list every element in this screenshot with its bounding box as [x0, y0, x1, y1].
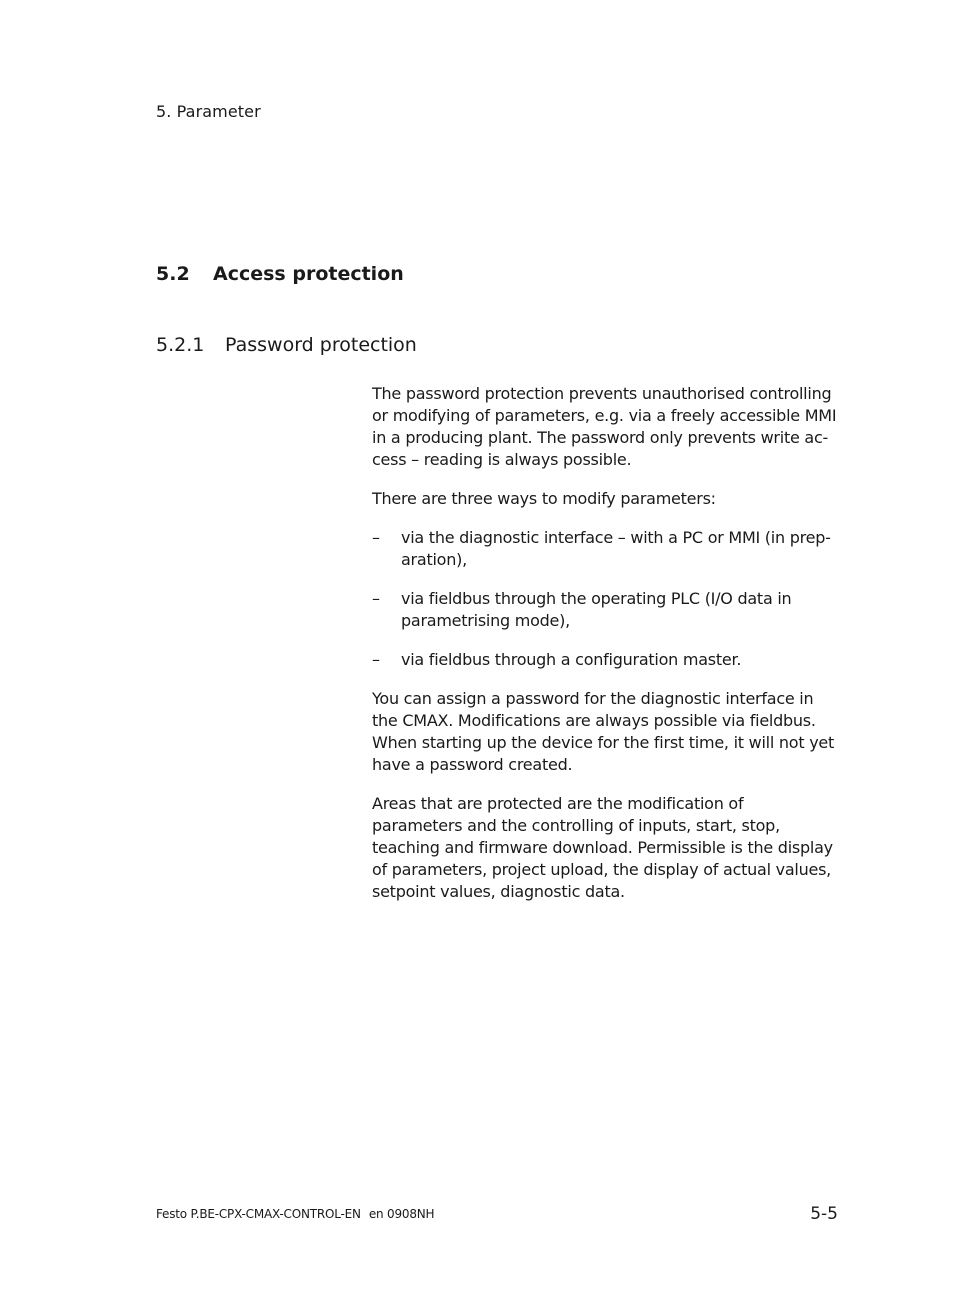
list-dash: – — [372, 589, 380, 608]
list-item — [372, 527, 838, 571]
paragraph-protected-areas: Areas that are protected are the modification of parameters and the controlling of inputs, start, stop, teaching and firmware download. Permissible is the display of parameters, project upload, the display of actual values, setpoint values, diagnostic data. — [372, 794, 833, 901]
list-item-text: via fieldbus through a configuration master. — [401, 650, 742, 669]
list-dash: – — [372, 650, 380, 669]
section-title: Access protection — [213, 263, 404, 285]
ways-list — [372, 527, 838, 671]
body-text — [372, 383, 838, 920]
subsection-heading — [156, 334, 417, 356]
list-item — [372, 649, 838, 671]
section-heading — [156, 263, 404, 285]
section-number: 5.2 — [156, 263, 190, 285]
list-item-text: via fieldbus through the operating PLC (I/O data in parametrising mode), — [401, 589, 792, 630]
paragraph-intro: The password protection prevents unauthorised controlling or modifying of parameters, e.g. via a freely accessible MMI in a producing plant. The password only prevents write access – reading is always possible. — [372, 384, 837, 469]
paragraph-password-assign: You can assign a password for the diagnostic interface in the CMAX. Modifications are always possible via fieldbus. When starting up the device for the first time, it will not yet have a password created. — [372, 689, 835, 774]
list-item — [372, 588, 838, 632]
footer-edition: en 0908NH — [368, 1207, 435, 1221]
running-header: 5. Parameter — [156, 102, 261, 121]
subsection-title: Password protection — [225, 334, 417, 356]
footer-doc-id: Festo P.BE-CPX-CMAX-CONTROL-EN — [156, 1207, 361, 1221]
list-item-text: via the diagnostic interface – with a PC or MMI (in preparation), — [401, 528, 831, 569]
subsection-number: 5.2.1 — [156, 334, 205, 356]
list-dash: – — [372, 528, 380, 547]
paragraph-ways: There are three ways to modify parameters: — [372, 489, 716, 508]
footer-doc-info — [156, 1207, 434, 1221]
page-number: 5-5 — [810, 1204, 838, 1224]
